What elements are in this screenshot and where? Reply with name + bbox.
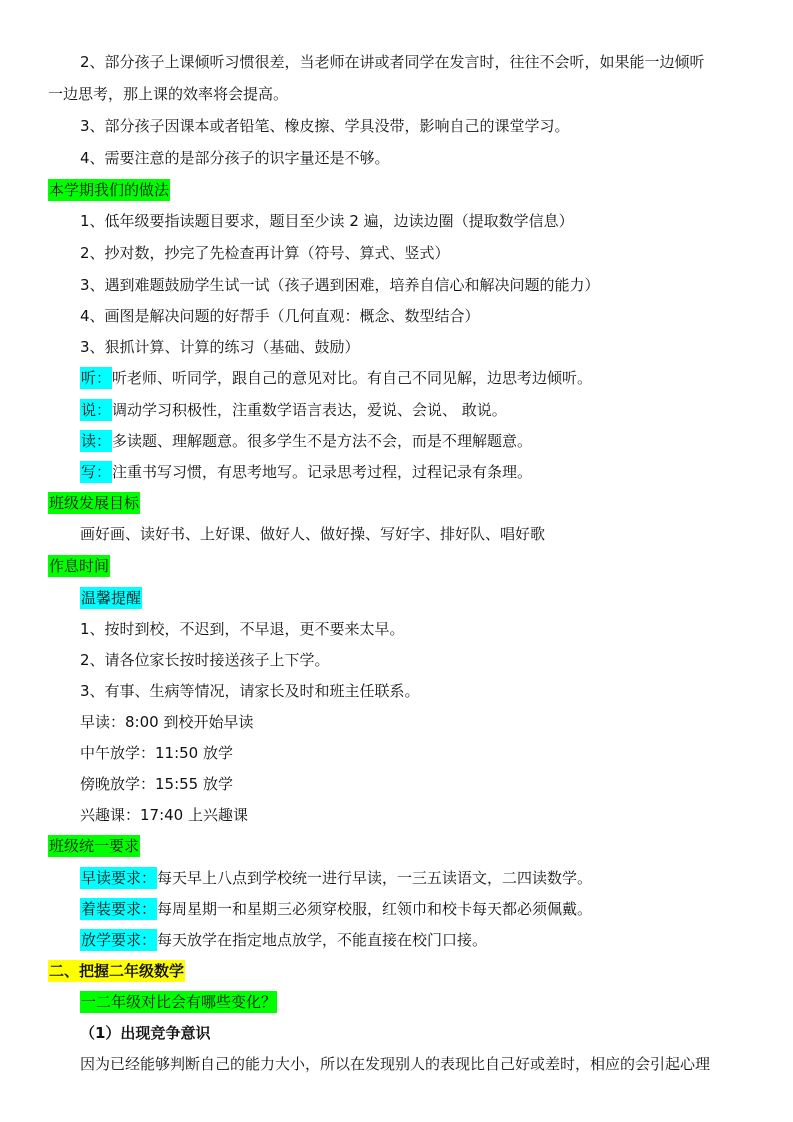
reminder-3: 3、有事、生病等情况，请家长及时和班主任联系。 [80,682,420,700]
schedule-heading: 作息时间 [49,557,110,575]
requirement-dismissal [0,926,793,954]
skill-read-text: 多读题、理解题意。很多学生不是方法不会，而是不理解题意。 [112,432,533,450]
skill-listen-text: 听老师、听同学，跟自己的意见对比。有自己不同见解，边思考边倾听。 [112,369,593,387]
reminder-title: 温馨提醒 [81,589,142,607]
schedule-heading-row [0,552,793,580]
skill-speak [0,396,793,424]
skill-speak-key: 说： [81,401,112,419]
requirement-morning-read [0,864,793,892]
requirement-dismissal-key: 放学要求： [81,931,157,949]
method-item-2: 2、抄对数，抄完了先检查再计算（符号、算式、竖式） [80,244,450,262]
skill-read [0,427,793,455]
requirement-dismissal-text: 每天放学在指定地点放学，不能直接在校门口接。 [157,931,488,949]
time-interest-class: 兴趣课：17:40 上兴趣课 [80,806,248,824]
skill-read-key: 读： [81,432,112,450]
goals-heading-row [0,489,793,517]
requirements-heading: 班级统一要求 [49,837,140,855]
method-item-4: 4、画图是解决问题的好帮手（几何直观：概念、数型结合） [80,307,480,325]
reminder-2: 2、请各位家长按时接送孩子上下学。 [80,651,330,669]
section2-subheading: 一二年级对比会有哪些变化？ [81,993,277,1011]
problem-2-line-1: 2、部分孩子上课倾听习惯很差，当老师在讲或者同学在发言时，往往不会听，如果能一边倾听 [80,53,705,71]
requirement-morning-read-key: 早读要求： [81,869,157,887]
goals-text: 画好画、读好书、上好课、做好人、做好操、写好字、排好队、唱好歌 [80,525,546,543]
method-item-1: 1、低年级要指读题目要求，题目至少读 2 遍，边读边圈（提取数学信息） [80,212,574,230]
reminder-title-row [0,584,793,612]
point-1-paragraph: 因为已经能够判断自己的能力大小，所以在发现别人的表现比自己好或差时，相应的会引起心理 [80,1055,711,1073]
problem-3: 3、部分孩子因课本或者铅笔、橡皮擦、学具没带，影响自己的课堂学习。 [80,117,570,135]
requirement-dress-key: 着装要求： [81,900,157,918]
requirement-dress [0,895,793,923]
skill-write [0,458,793,486]
goals-heading: 班级发展目标 [49,494,140,512]
problem-2-line-2: 一边思考，那上课的效率将会提高。 [48,85,289,103]
skill-listen-key: 听： [81,369,112,387]
skill-write-key: 写： [81,463,112,481]
reminder-1: 1、按时到校，不迟到，不早退，更不要来太早。 [80,620,405,638]
methods-heading-row [0,176,793,204]
requirements-heading-row [0,832,793,860]
section2-subheading-row [0,988,793,1016]
method-item-3: 3、遇到难题鼓励学生试一试（孩子遇到困难，培养自信心和解决问题的能力） [80,276,600,294]
skill-write-text: 注重书写习惯，有思考地写。记录思考过程，过程记录有条理。 [112,463,533,481]
skill-speak-text: 调动学习积极性，注重数学语言表达，爱说、会说、 敢说。 [112,401,507,419]
point-1-title: （1）出现竞争意识 [80,1024,211,1042]
time-noon: 中午放学：11:50 放学 [80,744,233,762]
time-evening: 傍晚放学：15:55 放学 [80,775,233,793]
time-morning-read: 早读：8:00 到校开始早读 [80,713,254,731]
requirement-morning-read-text: 每天早上八点到学校统一进行早读，一三五读语文，二四读数学。 [157,869,593,887]
section2-heading-row [0,957,793,985]
problem-4: 4、需要注意的是部分孩子的识字量还是不够。 [80,149,390,167]
method-item-5: 3、狠抓计算、计算的练习（基础、鼓励） [80,338,360,356]
requirement-dress-text: 每周星期一和星期三必须穿校服，红领巾和校卡每天都必须佩戴。 [157,900,593,918]
methods-heading: 本学期我们的做法 [49,181,170,199]
section2-heading: 二、把握二年级数学 [49,962,185,980]
skill-listen [0,364,793,392]
